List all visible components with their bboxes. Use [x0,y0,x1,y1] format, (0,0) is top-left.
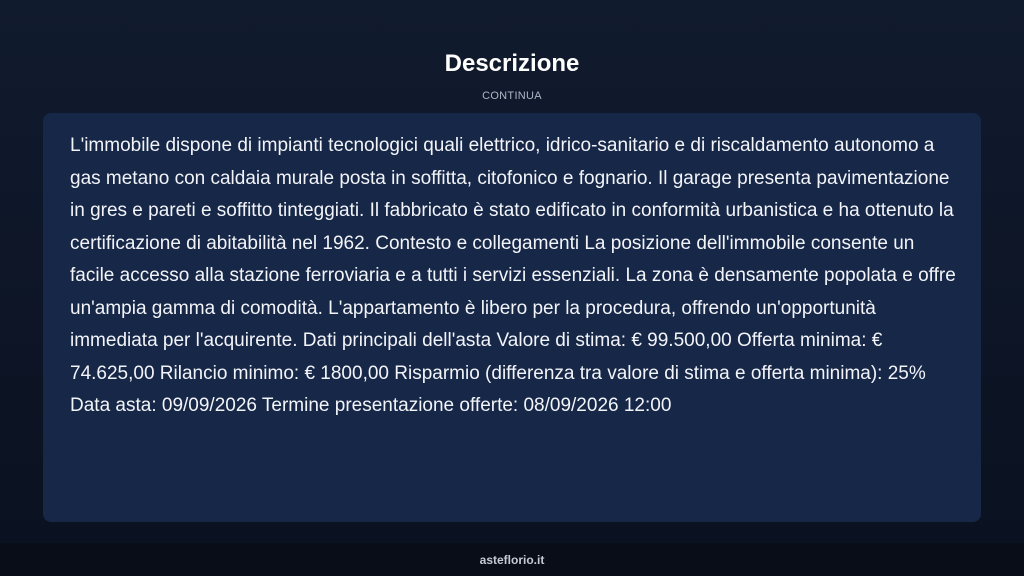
footer-bar [0,543,1024,576]
page-title: Descrizione [444,50,580,77]
footer-site-name: asteflorio.it [479,553,545,567]
description-text: L'immobile dispone di impianti tecnologici quali elettrico, idrico-sanitario e di riscaldamento autonomo a gas metano con caldaia murale posta in soffitta, citofonico e fognario. Il garage presenta pavimentazione in gres e pareti e soffitto tinteggiati. Il fabbricato è stato edificato in conformità urbanistica e ha ottenuto la certificazione di abitabilità nel 1962. Contesto e collegamenti La posizione dell'immobile consente un facile accesso alla stazione ferroviaria e a tutti i servizi essenziali. La zona è densamente popolata e offre un'ampia gamma di comodità. L'appartamento è libero per la procedura, offrendo un'opportunità immediata per l'acquirente. Dati principali dell'asta Valore di stima: € 99.500,00 Offerta minima: € 74.625,00 Rilancio minimo: € 1800,00 Risparmio (differenza tra valore di stima e offerta minima): 25% Data asta: 09/09/2026 Termine presentazione offerte: 08/09/2026 12:00 [70,135,956,416]
description-card [43,113,981,522]
page-subtitle: CONTINUA [482,90,542,102]
